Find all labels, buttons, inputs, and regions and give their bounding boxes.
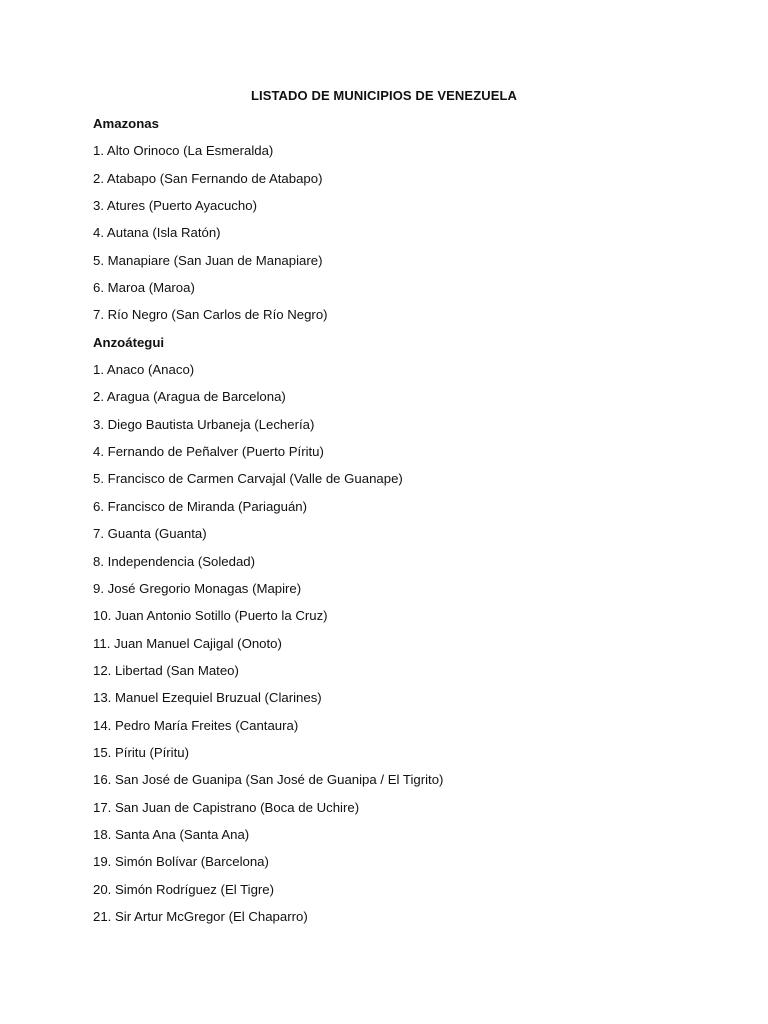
list-item: 3. Diego Bautista Urbaneja (Lechería) — [93, 416, 315, 432]
list-item: 13. Manuel Ezequiel Bruzual (Clarines) — [93, 690, 322, 706]
municipality-list — [93, 114, 713, 934]
list-item: 14. Pedro María Freites (Cantaura) — [93, 717, 299, 733]
list-item: 7. Guanta (Guanta) — [93, 526, 207, 542]
list-item: 19. Simón Bolívar (Barcelona) — [93, 854, 269, 870]
list-item: 10. Juan Antonio Sotillo (Puerto la Cruz) — [93, 608, 328, 624]
list-item: 20. Simón Rodríguez (El Tigre) — [93, 881, 275, 897]
list-item: 5. Francisco de Carmen Carvajal (Valle de Guanape) — [93, 471, 403, 487]
state-heading-amazonas: Amazonas — [93, 116, 159, 131]
list-item: 5. Manapiare (San Juan de Manapiare) — [93, 252, 323, 268]
list-item: 1. Anaco (Anaco) — [93, 362, 195, 378]
list-item: 2. Aragua (Aragua de Barcelona) — [93, 389, 286, 405]
list-item: 8. Independencia (Soledad) — [93, 553, 256, 569]
list-item: 21. Sir Artur McGregor (El Chaparro) — [93, 908, 308, 924]
list-item: 11. Juan Manuel Cajigal (Onoto) — [93, 635, 282, 651]
list-item: 6. Maroa (Maroa) — [93, 280, 195, 296]
list-item: 9. José Gregorio Monagas (Mapire) — [93, 580, 302, 596]
state-heading-anzoategui: Anzoátegui — [93, 334, 165, 350]
document-title: LISTADO DE MUNICIPIOS DE VENEZUELA — [250, 88, 518, 103]
list-item: 7. Río Negro (San Carlos de Río Negro) — [93, 307, 328, 323]
list-item: 4. Autana (Isla Ratón) — [93, 225, 221, 241]
list-item: 1. Alto Orinoco (La Esmeralda) — [93, 143, 274, 159]
list-item: 6. Francisco de Miranda (Pariaguán) — [93, 498, 308, 514]
list-item: 16. San José de Guanipa (San José de Guanipa / El Tigrito) — [93, 772, 444, 788]
list-item: 17. San Juan de Capistrano (Boca de Uchire) — [93, 799, 360, 815]
list-item: 3. Atures (Puerto Ayacucho) — [93, 198, 257, 214]
list-item: 15. Píritu (Píritu) — [93, 744, 190, 760]
list-item: 12. Libertad (San Mateo) — [93, 662, 239, 678]
list-item: 18. Santa Ana (Santa Ana) — [93, 826, 250, 842]
list-item: 2. Atabapo (San Fernando de Atabapo) — [93, 170, 323, 186]
list-item: 4. Fernando de Peñalver (Puerto Píritu) — [93, 444, 324, 460]
